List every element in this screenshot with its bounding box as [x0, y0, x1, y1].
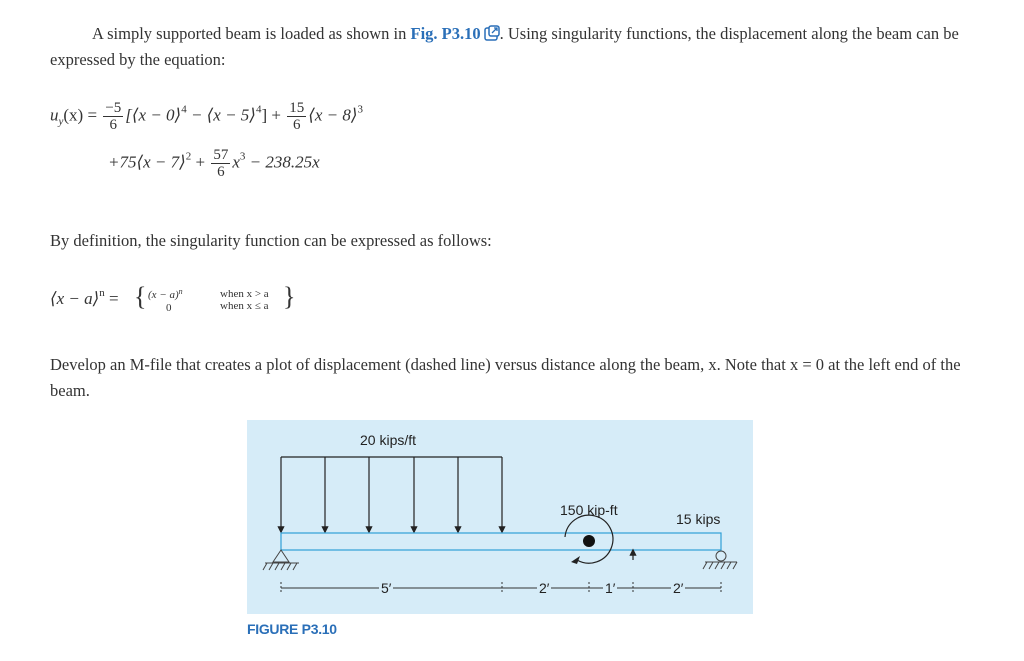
eq-term3: ⟨x − 8⟩ [308, 105, 358, 125]
eq-x: x [232, 152, 240, 172]
frac1-num: −5 [105, 100, 122, 116]
frac2-num: 15 [289, 100, 305, 116]
eq-exp5: 3 [239, 150, 246, 163]
develop-paragraph: Develop an M-file that creates a plot of displacement (dashed line) versus distance along the beam, x. Note that x = 0 at the left end of the beam. [50, 355, 961, 400]
frac1-den: 6 [109, 117, 118, 133]
dim-label-4: 2′ [673, 580, 684, 596]
eq-term1: [⟨x − 0⟩ [125, 105, 182, 125]
external-link-icon[interactable] [484, 25, 500, 41]
fraction-1 [103, 100, 123, 133]
dimension-line [281, 582, 721, 594]
frac3-num: 57 [213, 147, 229, 163]
sing-case1-exp: n [178, 287, 183, 296]
singularity-equation [50, 287, 119, 309]
eq-bracket-close: ] + [261, 105, 281, 125]
sing-cond1: when x > a [220, 288, 269, 300]
sing-equals: = [104, 289, 119, 308]
eq-exp2: 4 [255, 103, 262, 116]
eq-exp3: 3 [357, 103, 363, 116]
beam [281, 533, 721, 550]
sing-conditions [220, 288, 269, 312]
roller-support-right [703, 551, 737, 569]
fraction-3 [211, 147, 230, 180]
intro-paragraph [50, 21, 970, 73]
beam-figure [247, 420, 753, 614]
dim-label-1: 5′ [381, 580, 392, 596]
sing-cond2: when x ≤ a [220, 300, 269, 312]
equation-line-1 [50, 100, 363, 133]
dim-label-3: 1′ [605, 580, 616, 596]
intro-text-cont: . Using singularity functions, the displacement along the beam can be expressed by the equation: [50, 24, 959, 69]
equation-line-2 [108, 147, 320, 180]
sing-lhs: ⟨x − a⟩ [50, 289, 100, 308]
sing-lhs-exp: n [99, 287, 105, 299]
intro-text: A simply supported beam is loaded as shown in [92, 24, 411, 43]
figure-caption: FIGURE P3.10 [247, 621, 337, 637]
sing-case2: 0 [166, 302, 172, 314]
eq-lhs-sub: y [58, 115, 64, 128]
eq-lhs-arg: (x) = [63, 105, 98, 125]
figure-link[interactable]: Fig. P3.10 [410, 24, 481, 43]
sing-case1: (x − a) [148, 289, 179, 301]
eq-term2: − ⟨x − 5⟩ [186, 105, 256, 125]
fraction-2 [287, 100, 306, 133]
eq-tail: − 238.25x [245, 152, 320, 172]
right-brace: } [283, 282, 296, 311]
dim-label-2: 2′ [539, 580, 550, 596]
moment-label: 150 kip-ft [560, 502, 618, 518]
definition-paragraph: By definition, the singularity function can be expressed as follows: [50, 231, 492, 250]
frac3-den: 6 [217, 164, 225, 180]
eq-plus: + [191, 152, 206, 172]
left-brace: { [134, 282, 147, 311]
point-load-label: 15 kips [676, 511, 721, 527]
eq-term4: +75⟨x − 7⟩ [108, 152, 186, 172]
frac2-den: 6 [292, 117, 301, 133]
pin-support-left [263, 550, 299, 570]
eq-exp4: 2 [185, 150, 192, 163]
eq-exp1: 4 [181, 103, 187, 116]
sing-cases [148, 285, 183, 315]
distributed-load-label: 20 kips/ft [360, 432, 417, 448]
distributed-load [281, 457, 502, 532]
eq-lhs: u [50, 105, 59, 125]
